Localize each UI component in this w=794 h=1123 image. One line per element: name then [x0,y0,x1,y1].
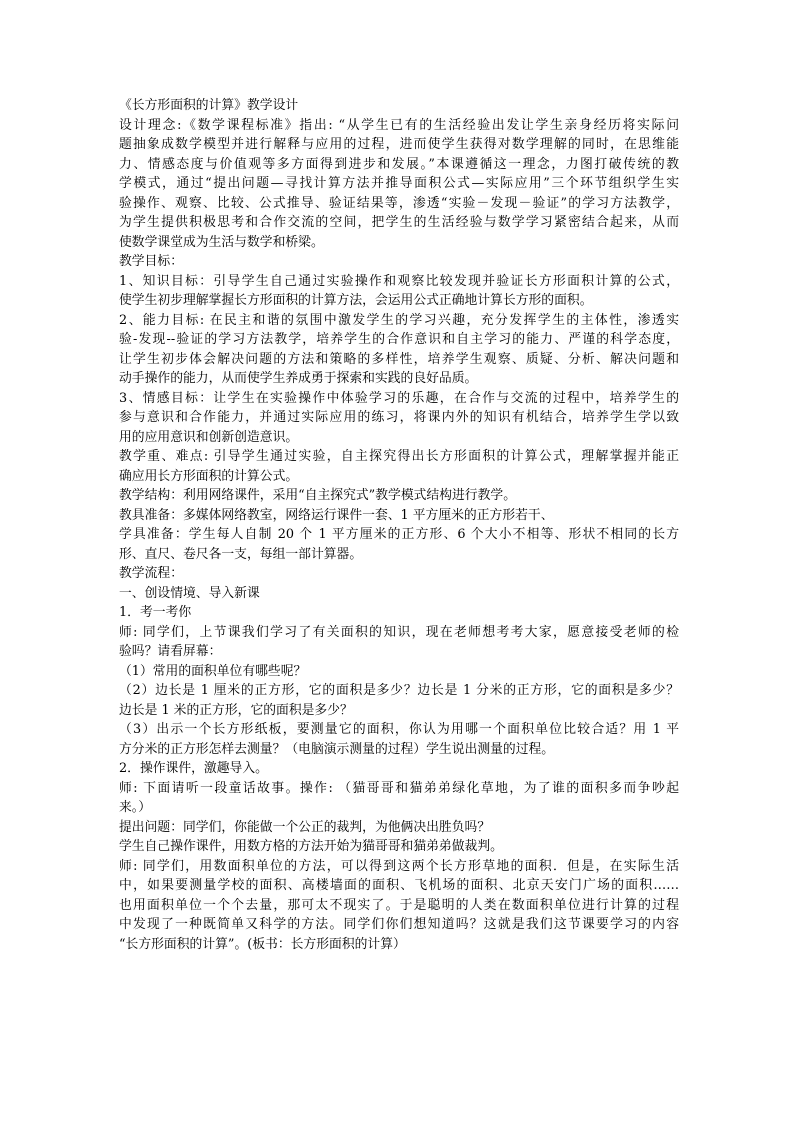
text-line: 教学目标： [119,254,183,269]
text-line: 使学生初步理解掌握长方形面积的计算方法，会运用公式正确地计算长方形的面积。 [119,293,593,308]
text-line: 让学生初步体会解决问题的方法和策略的多样性，培养学生观察、质疑、分析、解决问题和 [119,351,679,367]
text-line: 学模式，通过“提出问题—寻找计算方法并推导面积公式—实际应用”三个环节组织学生实 [119,176,679,191]
text-line: 力、情感态度与价值观等多方面得到进步和发展。”本课遵循这一理念，力图打破传统的教 [119,156,679,172]
text-line: 2．操作课件，激趣导入。 [119,761,268,776]
text-line: 提出问题：同学们，你能做一个公正的裁判，为他俩决出胜负吗？ [119,819,491,835]
text-line: 教学流程： [119,566,183,581]
text-line: 教学重、难点: 引导学生通过实验，自主探究得出长方形面积的计算公式，理解掌握并能正 [119,449,679,464]
text-line: 中，如果要测量学校的面积、高楼墙面的面积、飞机场的面积、北京天安门广场的面积…… [119,878,679,893]
text-line: 师: 同学们，用数面积单位的方法，可以得到这两个长方形草地的面积．但是，在实际生活 [119,858,679,874]
document-title: 《长方形面积的计算》教学设计 [119,98,299,113]
text-line: 用的应用意识和创新创造意识。 [119,429,299,445]
text-line: （2）边长是 1 厘米的正方形，它的面积是多少？边长是 1 分米的正方形，它的面积是多少？ [119,683,679,698]
text-line: 动手操作的能力，从而使学生养成勇于探索和实践的良好品质。 [119,371,478,386]
text-line: 参与意识和合作能力，并通过实际应用的练习，将课内外的知识有机结合，培养学生学以致 [119,410,679,425]
text-line: “长方形面积的计算”。(板书：长方形面积的计算） [119,936,406,952]
text-line: 教学结构：利用网络课件，采用“自主探究式”教学模式结构进行教学。 [119,488,516,503]
text-line: 为学生提供积极思考和合作交流的空间，把学生的生活经验与数学学习紧密结合起来，从而 [119,215,679,230]
text-line: 学生自己操作课件，用数方格的方法开始为猫哥哥和猫弟弟做裁判。 [119,839,503,854]
text-line: 方分米的正方形怎样去测量？（电脑演示测量的过程）学生说出测量的过程。 [119,741,555,757]
text-line: 学具准备：学生每人自制 20 个 1 平方厘米的正方形、6 个大小不相等、形状不相同的长方 [119,527,679,542]
text-line: 1．考一考你 [119,605,192,620]
text-line: 验操作、观察、比较、公式推导、验证结果等，渗透“实验－发现－验证”的学习方法教学， [119,195,679,211]
text-line: 教具准备：多媒体网络教室，网络运行课件一套、1 平方厘米的正方形若干、 [119,507,554,523]
text-line: 师: 同学们，上节课我们学习了有关面积的知识，现在老师想考考大家，愿意接受老师的检 [119,624,679,640]
text-line: 2、能力目标: 在民主和谐的氛围中激发学生的学习兴趣，充分发挥学生的主体性，渗透实 [119,312,679,328]
text-line: 也用面积单位一个个去量，那可太不现实了。于是聪明的人类在数面积单位进行计算的过程 [119,897,679,913]
text-line: 形、直尺、卷尺各一支，每组一部计算器。 [119,546,363,562]
text-line: （3）出示一个长方形纸板，要测量它的面积，你认为用哪一个面积单位比较合适？用 1 平 [119,722,679,737]
text-line: 验-发现--验证的学习方法教学，培养学生的合作意识和自主学习的能力、严谨的科学态度， [119,332,679,347]
text-line: 边长是 1 米的正方形，它的面积是多少？ [119,702,353,718]
text-line: 3、情感目标：让学生在实验操作中体验学习的乐趣，在合作与交流的过程中，培养学生的 [119,390,679,406]
text-line: （1）常用的面积单位有哪些呢？ [119,663,307,679]
text-line: 题抽象成数学模型并进行解释与应用的过程，进而使学生获得对数学理解的同时，在思维能 [119,137,679,152]
text-line: 师: 下面请听一段童话故事。操作: （猫哥哥和猫弟弟绿化草地，为了谁的面积多而争吵起 [119,780,679,796]
text-line: 设计理念:《数学课程标准》指出: “从学生已有的生活经验出发让学生亲身经历将实际问 [119,117,679,133]
text-line: 一、创设情境、导入新课 [119,585,260,601]
text-line: 中发现了一种既简单又科学的方法。同学们你们想知道吗？这就是我们这节课要学习的内容 [119,917,679,932]
text-line: 使数学课堂成为生活与数学和桥梁。 [119,234,324,250]
text-line: 来。） [119,800,151,815]
text-line: 验吗？请看屏幕： [119,644,222,659]
text-line: 1、知识目标：引导学生自己通过实验操作和观察比较发现并验证长方形面积计算的公式， [119,273,679,289]
text-line: 确应用长方形面积的计算公式。 [119,468,299,484]
document-body [119,96,679,954]
